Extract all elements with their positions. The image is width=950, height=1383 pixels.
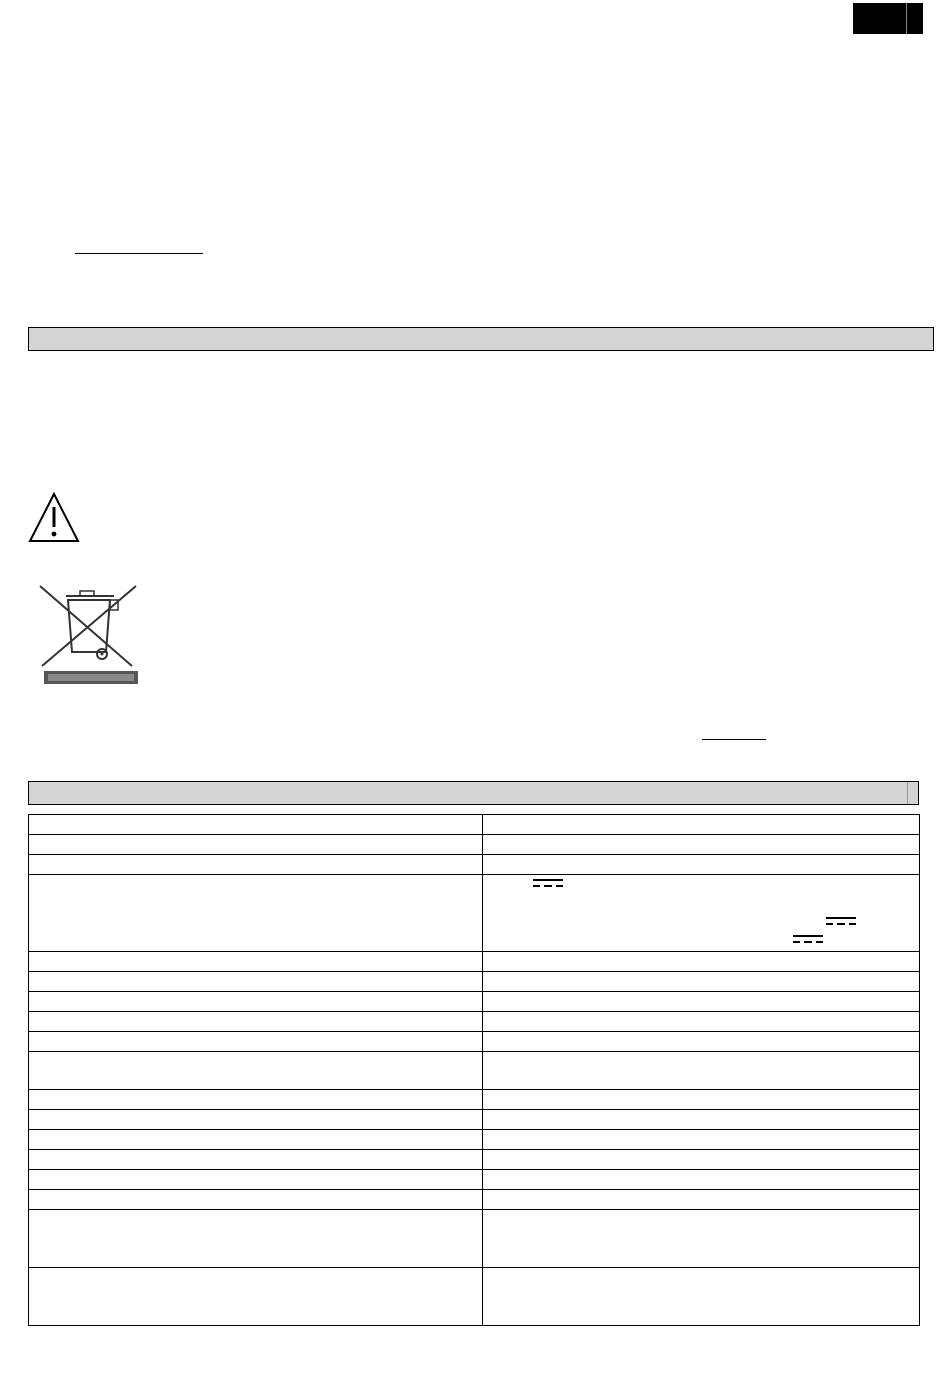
spec-value (483, 1210, 920, 1268)
spec-value (483, 1130, 920, 1150)
spec-value (483, 1110, 920, 1130)
text-underline (702, 739, 766, 740)
spec-label (29, 1190, 483, 1210)
spec-value (483, 1150, 920, 1170)
spec-label (29, 1110, 483, 1130)
spec-value (483, 952, 920, 972)
spec-label (29, 815, 483, 835)
table-row (29, 1032, 920, 1052)
spec-label (29, 1150, 483, 1170)
table-row (29, 875, 920, 952)
direct-current-symbol-icon (826, 916, 856, 926)
direct-current-symbol-icon (793, 934, 823, 944)
spec-label (29, 992, 483, 1012)
table-row (29, 855, 920, 875)
crossed-out-wheelie-bin-icon (36, 582, 142, 686)
table-row (29, 1190, 920, 1210)
spec-label (29, 1268, 483, 1326)
spec-value (483, 815, 920, 835)
table-row (29, 1052, 920, 1090)
spec-label (29, 1012, 483, 1032)
spec-value (483, 1190, 920, 1210)
spec-value (483, 835, 920, 855)
specifications-header-bar (28, 781, 919, 805)
table-row (29, 1090, 920, 1110)
direct-current-symbol-icon (533, 878, 563, 888)
language-badge-divider (906, 3, 907, 34)
table-row (29, 972, 920, 992)
table-row (29, 815, 920, 835)
table-row (29, 1170, 920, 1190)
spec-value (483, 1012, 920, 1032)
table-row (29, 1268, 920, 1326)
spec-value (483, 992, 920, 1012)
table-row (29, 1210, 920, 1268)
spec-value (483, 1090, 920, 1110)
link-underline[interactable] (75, 253, 203, 254)
spec-label (29, 835, 483, 855)
table-row (29, 1012, 920, 1032)
bar-divider (907, 782, 908, 804)
spec-label (29, 1130, 483, 1150)
spec-value (483, 1170, 920, 1190)
spec-label (29, 1052, 483, 1090)
spec-value (483, 1052, 920, 1090)
table-row (29, 992, 920, 1012)
spec-label (29, 855, 483, 875)
spec-label (29, 875, 483, 952)
warning-triangle-icon (28, 491, 80, 543)
spec-label (29, 972, 483, 992)
section-header-bar (28, 327, 934, 351)
spec-label (29, 1210, 483, 1268)
spec-label (29, 1090, 483, 1110)
table-row (29, 1130, 920, 1150)
table-row (29, 1150, 920, 1170)
spec-value (483, 972, 920, 992)
spec-label (29, 1170, 483, 1190)
spec-label (29, 952, 483, 972)
specifications-table (28, 814, 920, 1326)
spec-value (483, 855, 920, 875)
table-row (29, 952, 920, 972)
table-row (29, 1110, 920, 1130)
spec-label (29, 1032, 483, 1052)
spec-value (483, 1268, 920, 1326)
spec-value (483, 1032, 920, 1052)
language-badge (853, 3, 923, 34)
table-row (29, 835, 920, 855)
